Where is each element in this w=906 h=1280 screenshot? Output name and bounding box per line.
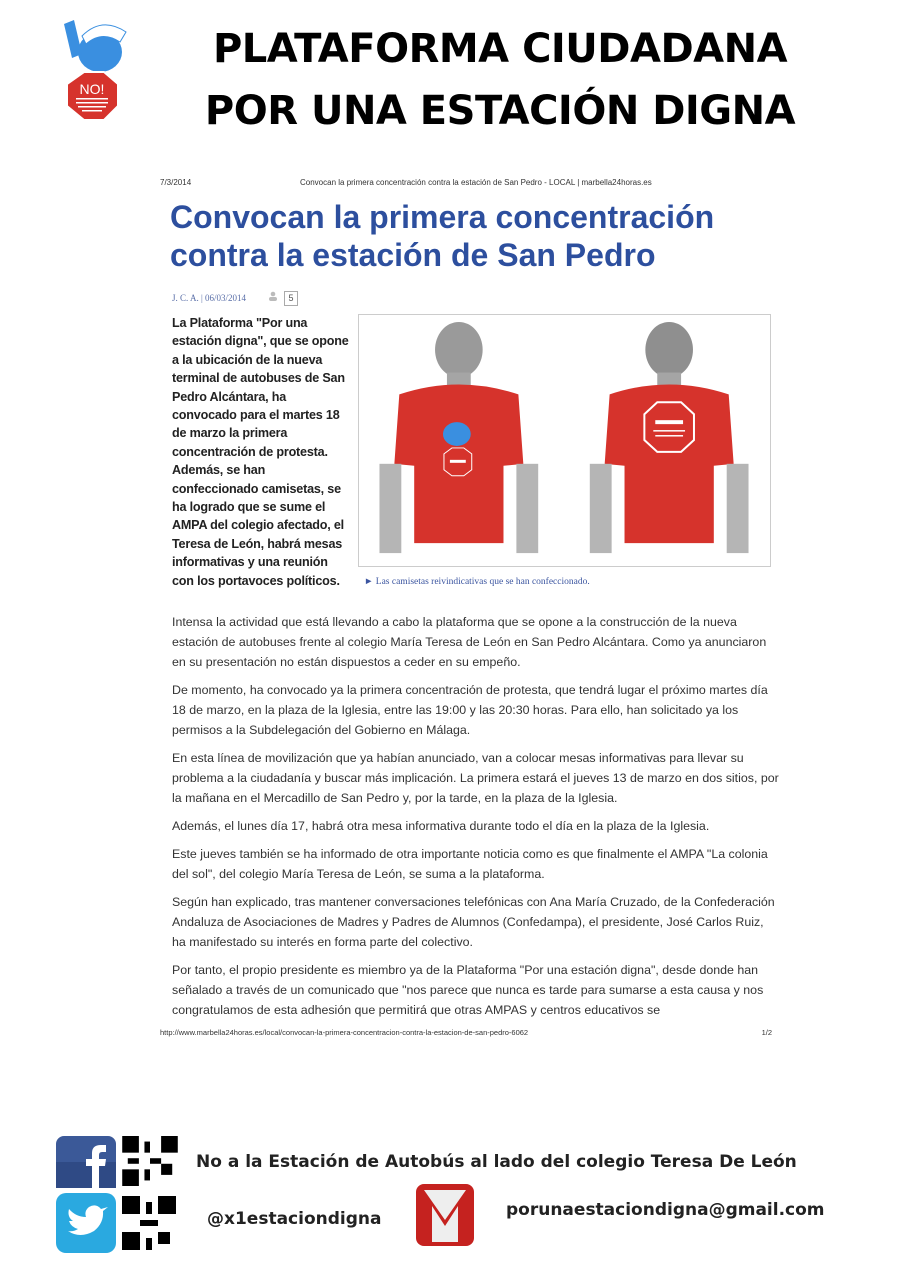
paragraph: En esta línea de movilización que ya habían anunciado, van a colocar mesas informativas para llevar su problema a la ciudadanía y buscar más implicación. La primera estará el jueves 13 de marzo en dos sitios, por la mañana en el Mercadillo de San Pedro y, por la tarde, en la plaza de la Iglesia.	[172, 751, 779, 806]
header-line-1: PLATAFORMA CIUDADANA	[212, 26, 788, 72]
contact-email[interactable]: porunaestaciondigna@gmail.com	[506, 1200, 825, 1220]
paragraph: Este jueves también se ha informado de otra importante noticia como es que finalmente el AMPA "La colonia del sol", del colegio María Teresa de León, se suma a la plataforma.	[172, 847, 768, 882]
print-footer	[160, 1028, 780, 1037]
lead-row	[160, 314, 780, 590]
print-date: 7/3/2014	[160, 178, 192, 187]
gmail-icon[interactable]	[416, 1184, 474, 1246]
twitter-icon[interactable]	[56, 1193, 116, 1253]
article-body	[160, 612, 780, 1020]
paragraph: Por tanto, el propio presidente es miembro ya de la Plataforma "Por una estación digna", desde donde han señalado a través de un comunicado que "nos parece que nunca es tarde para sumarse a esta causa y nos congratulamos de esta adhesión que permitirá que otras AMPAS y centros educativos se	[172, 963, 764, 1018]
header-line-2: POR UNA ESTACIÓN DIGNA	[204, 88, 796, 134]
footer-slogan: No a la Estación de Autobús al lado del colegio Teresa De León	[196, 1152, 797, 1172]
twitter-handle[interactable]: @x1estaciondigna	[207, 1209, 382, 1229]
no-sign-logo	[42, 14, 137, 134]
qr-code-facebook	[122, 1136, 178, 1186]
print-page-number: 1/2	[761, 1028, 772, 1038]
paragraph: Según han explicado, tras mantener conversaciones telefónicas con Ana María Cruzado, de la Confederación Andaluza de Asociaciones de Madres y Padres de Alumnos (Confedampa), el presidente, José Carlos Ruiz, ha manifestado su interés en forma parte del colectivo.	[172, 895, 775, 950]
page-header	[150, 18, 850, 142]
tshirts-photo	[358, 314, 771, 567]
paragraph: Además, el lunes día 17, habrá otra mesa informativa durante todo el día en la plaza de la Iglesia.	[172, 819, 710, 834]
photo-caption: ► Las camisetas reivindicativas que se han confeccionado.	[364, 577, 590, 587]
qr-code-twitter	[122, 1196, 176, 1250]
article-lead: La Plataforma "Por una estación digna", que se opone a la ubicación de la nueva terminal de autobuses de San Pedro Alcántara, ha convocado para el martes 18 de marzo la primera concentración de protesta. Además, se han confeccionado camisetas, se ha logrado que se sume el AMPA del colegio afectado, el Teresa de León, habrá mesas informativas y una reunión con los portavoces políticos.	[172, 316, 349, 588]
byline: J. C. A. | 06/03/2014	[172, 293, 247, 303]
svg-text:NO!: NO!	[79, 81, 105, 97]
photo-column	[358, 314, 771, 587]
article-content	[160, 314, 780, 1037]
comment-count[interactable]: 5	[284, 291, 298, 306]
paragraph: Intensa la actividad que está llevando a cabo la plataforma que se opone a la construcción de la nueva estación de autobuses frente al colegio María Teresa de León en San Pedro Alcántara. Como ya anunciaron en su presentación no están dispuestos a ceder en su empeño.	[172, 615, 767, 670]
article-title: Convocan la primera concentración contra la estación de San Pedro	[170, 199, 715, 273]
paragraph: De momento, ha convocado ya la primera concentración de protesta, que tendrá lugar el próximo martes día 18 de marzo, en la plaza de la Iglesia, entre las 19:00 y las 20:30 horas. Para ello, han solicitado ya los permisos a la Subdelegación del Gobierno en Málaga.	[172, 683, 768, 738]
user-icon	[268, 291, 278, 301]
facebook-icon[interactable]	[56, 1136, 116, 1188]
print-title: Convocan la primera concentración contra la estación de San Pedro - LOCAL | marbella24horas.es	[300, 178, 652, 187]
print-url: http://www.marbella24horas.es/local/convocan-la-primera-concentracion-contra-la-estacion-de-san-pedro-6062	[160, 1028, 529, 1038]
